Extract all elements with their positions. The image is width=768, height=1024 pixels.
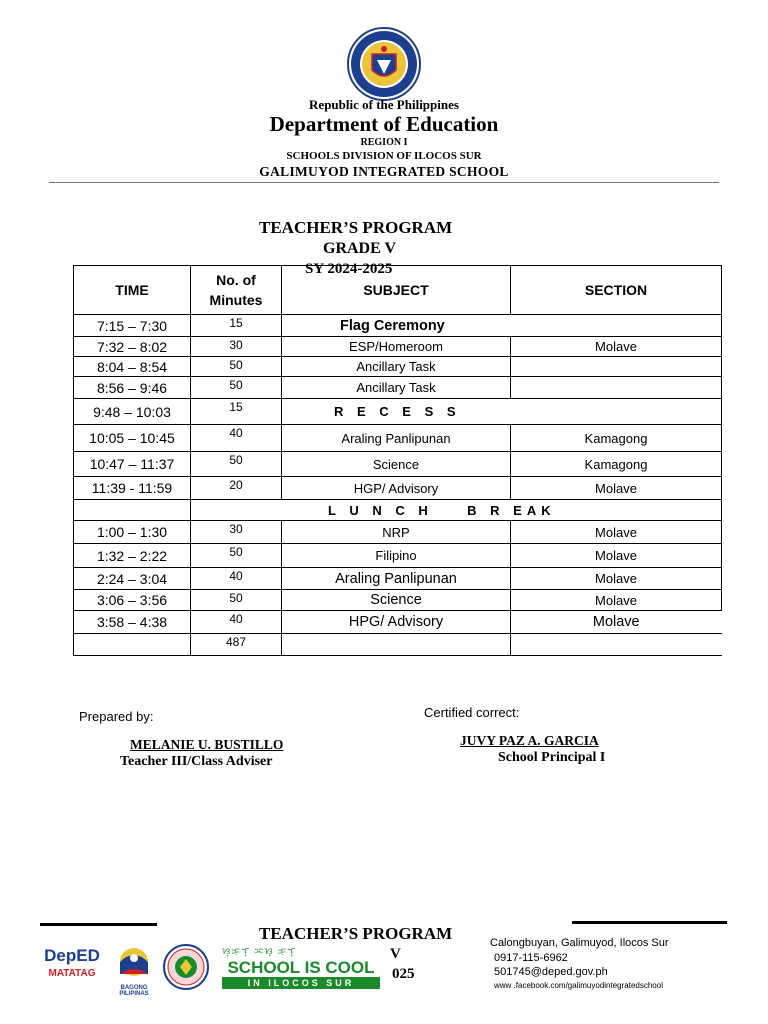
subject-cell: Araling Panlipunan (282, 425, 511, 452)
time-cell: 1:32 – 2:22 (74, 544, 191, 568)
footer-year-fragment: 025 (392, 966, 415, 982)
minutes-cell: 20 (191, 477, 282, 500)
minutes-total-cell: 487 (191, 634, 282, 656)
footer-right-rule (572, 921, 727, 924)
minutes-cell: 50 (191, 544, 282, 568)
bagong-pilipinas-text: BAGONG PILIPINAS (119, 985, 149, 997)
time-cell (74, 634, 191, 656)
subject-cell: HGP/ Advisory (282, 477, 511, 500)
section-cell (511, 377, 722, 399)
table-row (74, 634, 722, 656)
subject-cell: Araling Panlipunan (282, 568, 511, 590)
subject-cell: Flag Ceremony (282, 315, 722, 337)
region-heading: REGION I (360, 137, 408, 148)
in-ilocos-sur-text: IN ILOCOS SUR (222, 977, 380, 989)
minutes-cell: 50 (191, 452, 282, 477)
school-is-cool-text: SCHOOL IS COOL (227, 958, 375, 977)
school-seal-logo (160, 943, 212, 991)
table-row (74, 477, 722, 500)
time-cell: 7:15 – 7:30 (74, 315, 191, 337)
division-heading: SCHOOLS DIVISION OF ILOCOS SUR (286, 150, 482, 162)
subject-cell: Science (282, 452, 511, 477)
table-row (74, 452, 722, 477)
subject-cell: Filipino (282, 544, 511, 568)
prepared-by-label: Prepared by: (79, 709, 154, 724)
subject-cell: ESP/Homeroom (282, 337, 511, 357)
minutes-cell: 30 (191, 337, 282, 357)
section-cell: Kamagong (511, 425, 722, 452)
subject-cell: Ancillary Task (282, 357, 511, 377)
time-cell: 1:00 – 1:30 (74, 521, 191, 544)
table-header-row (74, 266, 722, 315)
minutes-cell: 40 (191, 568, 282, 590)
subject-cell (282, 634, 511, 656)
time-cell: 3:06 – 3:56 (74, 590, 191, 611)
minutes-cell: 30 (191, 521, 282, 544)
bagong-pilipinas-emblem-icon (108, 944, 160, 980)
minutes-cell: 15 (191, 399, 282, 425)
minutes-cell: 15 (191, 315, 282, 337)
table-row (74, 544, 722, 568)
prepared-by-title: Teacher III/Class Adviser (120, 754, 273, 769)
program-school-year: SY 2024-2025 (305, 261, 393, 277)
subject-cell: R E C E S S (282, 399, 722, 425)
section-cell: Molave (511, 337, 722, 357)
footer-grade-fragment: V (390, 946, 401, 962)
department-heading: Department of Education (269, 112, 499, 136)
subject-cell: L U N C H B R EAK (191, 500, 722, 521)
footer-address: Calongbuyan, Galimuyod, Ilocos Sur (490, 937, 669, 949)
certified-by-title: School Principal I (498, 750, 606, 765)
table-row (74, 337, 722, 357)
section-cell (511, 357, 722, 377)
table-row (74, 377, 722, 399)
minutes-cell: 40 (191, 425, 282, 452)
footer-program-title: TEACHER’S PROGRAM (259, 924, 453, 943)
baybayin-tagline: ᜐ᜔ᜃᜓᜎ᜔ ᜁᜐ᜔ ᜃᜓᜎ᜔ (222, 947, 297, 957)
table-row (74, 425, 722, 452)
minutes-cell: 40 (191, 611, 282, 634)
time-cell: 2:24 – 3:04 (74, 568, 191, 590)
section-cell: Molave (511, 568, 722, 590)
time-cell: 8:04 – 8:54 (74, 357, 191, 377)
time-cell: 7:32 – 8:02 (74, 337, 191, 357)
header-subject: SUBJECT (282, 266, 511, 315)
table-row (74, 500, 722, 521)
certified-correct-label: Certified correct: (424, 705, 520, 720)
table-row (74, 590, 722, 611)
schedule-table (73, 265, 722, 656)
footer-website[interactable]: www .facebook.com/galimuyodintegratedschool (494, 981, 663, 990)
time-cell (74, 500, 191, 521)
prepared-by-name: MELANIE U. BUSTILLO (130, 737, 284, 752)
header-minutes: No. of Minutes (191, 266, 282, 315)
subject-cell: HPG/ Advisory (282, 611, 511, 634)
republic-heading: Republic of the Philippines (309, 97, 459, 112)
table-row (74, 399, 722, 425)
program-title: TEACHER’S PROGRAM (259, 218, 453, 237)
section-cell: Molave (511, 590, 722, 611)
table-row (74, 611, 722, 634)
matatag-logo-text: MATATAG (48, 968, 96, 979)
section-cell: Molave (511, 611, 722, 634)
time-cell: 8:56 – 9:46 (74, 377, 191, 399)
footer-left-rule (40, 923, 157, 926)
time-cell: 10:05 – 10:45 (74, 425, 191, 452)
minutes-cell: 50 (191, 377, 282, 399)
section-cell: Kamagong (511, 452, 722, 477)
table-row (74, 315, 722, 337)
subject-cell: Science (282, 590, 511, 611)
bagong-pilipinas-logo (108, 944, 160, 997)
header-time: TIME (74, 266, 191, 315)
minutes-cell: 50 (191, 357, 282, 377)
table-row (74, 357, 722, 377)
time-cell: 3:58 – 4:38 (74, 611, 191, 634)
footer-email[interactable]: 501745@deped.gov.ph (494, 966, 608, 978)
certified-by-name: JUVY PAZ A. GARCIA (460, 733, 599, 748)
minutes-cell: 50 (191, 590, 282, 611)
section-cell: Molave (511, 477, 722, 500)
footer-phone: 0917-115-6962 (494, 952, 568, 964)
deped-matatag-logo (42, 945, 102, 990)
time-cell: 10:47 – 11:37 (74, 452, 191, 477)
table-row (74, 568, 722, 590)
time-cell: 9:48 – 10:03 (74, 399, 191, 425)
subject-cell: NRP (282, 521, 511, 544)
program-grade: GRADE V (323, 240, 397, 257)
section-cell: Molave (511, 521, 722, 544)
header-section: SECTION (511, 266, 722, 315)
deped-seal-logo (346, 26, 422, 102)
table-row (74, 521, 722, 544)
section-cell (511, 634, 722, 656)
school-heading: GALIMUYOD INTEGRATED SCHOOL (259, 164, 509, 179)
section-cell: Molave (511, 544, 722, 568)
subject-cell: Ancillary Task (282, 377, 511, 399)
deped-logo-text: DepED (44, 946, 100, 965)
time-cell: 11:39 - 11:59 (74, 477, 191, 500)
header-divider (49, 182, 719, 183)
